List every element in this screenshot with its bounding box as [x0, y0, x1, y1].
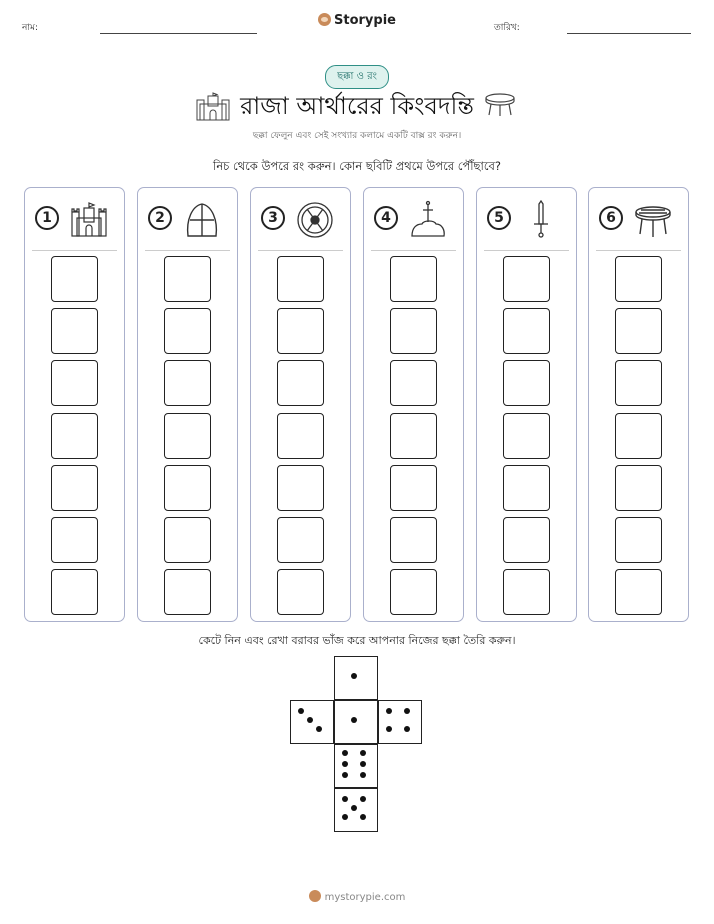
date-field-line[interactable] — [567, 33, 691, 34]
die-pip — [351, 805, 357, 811]
color-box[interactable] — [51, 569, 98, 615]
die-pip — [316, 726, 322, 732]
color-box[interactable] — [390, 569, 437, 615]
page-title: রাজা আর্থারের কিংবদন্তি — [240, 92, 474, 120]
column-divider — [371, 250, 456, 251]
color-box[interactable] — [390, 517, 437, 563]
color-box[interactable] — [503, 465, 550, 511]
color-box[interactable] — [164, 517, 211, 563]
footer — [0, 890, 714, 903]
die-face-lower — [334, 744, 378, 788]
cut-instruction: কেটে নিন এবং রেখা বরাবর ভাঁজ করে আপনার নিজের ছক্কা তৈরি করুন। — [198, 634, 516, 647]
color-box[interactable] — [390, 256, 437, 302]
name-label: নাম: — [22, 23, 39, 33]
sword-in-stone-icon — [408, 200, 448, 240]
color-box[interactable] — [503, 569, 550, 615]
column-number: 5 — [487, 206, 511, 230]
category-badge: ছক্কা ও রং — [325, 65, 389, 89]
castle-icon — [69, 200, 109, 240]
color-box[interactable] — [503, 413, 550, 459]
color-box[interactable] — [390, 465, 437, 511]
table-title-icon — [483, 92, 517, 118]
column-divider — [596, 250, 681, 251]
die-pip — [342, 814, 348, 820]
die-pip — [404, 708, 410, 714]
die-pip — [386, 708, 392, 714]
column-divider — [258, 250, 343, 251]
bear-footer-icon — [309, 890, 321, 902]
color-box[interactable] — [615, 517, 662, 563]
color-box[interactable] — [164, 256, 211, 302]
subtitle: ছক্কা ফেলুন এবং সেই সংখ্যার কলামে একটি বাক্স রং করুন। — [252, 131, 462, 141]
color-box[interactable] — [503, 308, 550, 354]
color-box[interactable] — [277, 465, 324, 511]
column-number: 6 — [599, 206, 623, 230]
color-box[interactable] — [51, 360, 98, 406]
round-shield-icon — [295, 200, 335, 240]
die-pip — [360, 761, 366, 767]
color-box[interactable] — [51, 465, 98, 511]
color-box[interactable] — [390, 308, 437, 354]
die-pip — [360, 772, 366, 778]
column-divider — [145, 250, 230, 251]
die-pip — [342, 772, 348, 778]
knight-helmet-icon — [182, 200, 222, 240]
color-box[interactable] — [164, 413, 211, 459]
die-pip — [404, 726, 410, 732]
die-face-top — [334, 656, 378, 700]
color-box[interactable] — [615, 360, 662, 406]
die-pip — [360, 814, 366, 820]
column-number: 2 — [148, 206, 172, 230]
column-3 — [250, 187, 351, 622]
column-2 — [137, 187, 238, 622]
column-divider — [32, 250, 117, 251]
color-box[interactable] — [164, 308, 211, 354]
bear-logo-icon — [318, 13, 331, 26]
color-box[interactable] — [277, 569, 324, 615]
color-box[interactable] — [390, 360, 437, 406]
die-face-right — [378, 700, 422, 744]
die-pip — [342, 750, 348, 756]
color-box[interactable] — [51, 517, 98, 563]
die-face-left — [290, 700, 334, 744]
color-box[interactable] — [277, 413, 324, 459]
brand-logo — [0, 13, 714, 28]
column-5 — [476, 187, 577, 622]
brand-name: Storypie — [334, 13, 396, 28]
column-number: 1 — [35, 206, 59, 230]
round-table-icon — [633, 200, 673, 240]
die-pip — [351, 673, 357, 679]
column-6 — [588, 187, 689, 622]
name-field-line[interactable] — [100, 33, 257, 34]
die-pip — [386, 726, 392, 732]
date-label: তারিখ: — [494, 23, 520, 33]
color-box[interactable] — [277, 256, 324, 302]
die-face-center — [334, 700, 378, 744]
color-box[interactable] — [503, 256, 550, 302]
color-box[interactable] — [51, 413, 98, 459]
color-box[interactable] — [277, 517, 324, 563]
color-box[interactable] — [51, 308, 98, 354]
color-box[interactable] — [277, 308, 324, 354]
die-face-bottom — [334, 788, 378, 832]
die-pip — [307, 717, 313, 723]
color-box[interactable] — [615, 256, 662, 302]
color-box[interactable] — [164, 569, 211, 615]
sword-icon — [521, 200, 561, 240]
die-pip — [360, 750, 366, 756]
color-box[interactable] — [277, 360, 324, 406]
color-box[interactable] — [503, 360, 550, 406]
die-pip — [298, 708, 304, 714]
die-pip — [360, 796, 366, 802]
column-number: 4 — [374, 206, 398, 230]
column-divider — [484, 250, 569, 251]
color-box[interactable] — [615, 413, 662, 459]
color-box[interactable] — [503, 517, 550, 563]
column-1 — [24, 187, 125, 622]
die-pip — [351, 717, 357, 723]
instruction-text: নিচ থেকে উপরে রং করুন। কোন ছবিটি প্রথমে উপরে পৌঁছাবে? — [213, 159, 501, 173]
die-pip — [342, 761, 348, 767]
color-box[interactable] — [615, 569, 662, 615]
color-box[interactable] — [164, 360, 211, 406]
color-box[interactable] — [390, 413, 437, 459]
footer-url: mystorypie.com — [324, 892, 406, 903]
color-box[interactable] — [615, 465, 662, 511]
column-number: 3 — [261, 206, 285, 230]
column-4 — [363, 187, 464, 622]
color-box[interactable] — [164, 465, 211, 511]
color-box[interactable] — [615, 308, 662, 354]
die-pip — [342, 796, 348, 802]
color-box[interactable] — [51, 256, 98, 302]
